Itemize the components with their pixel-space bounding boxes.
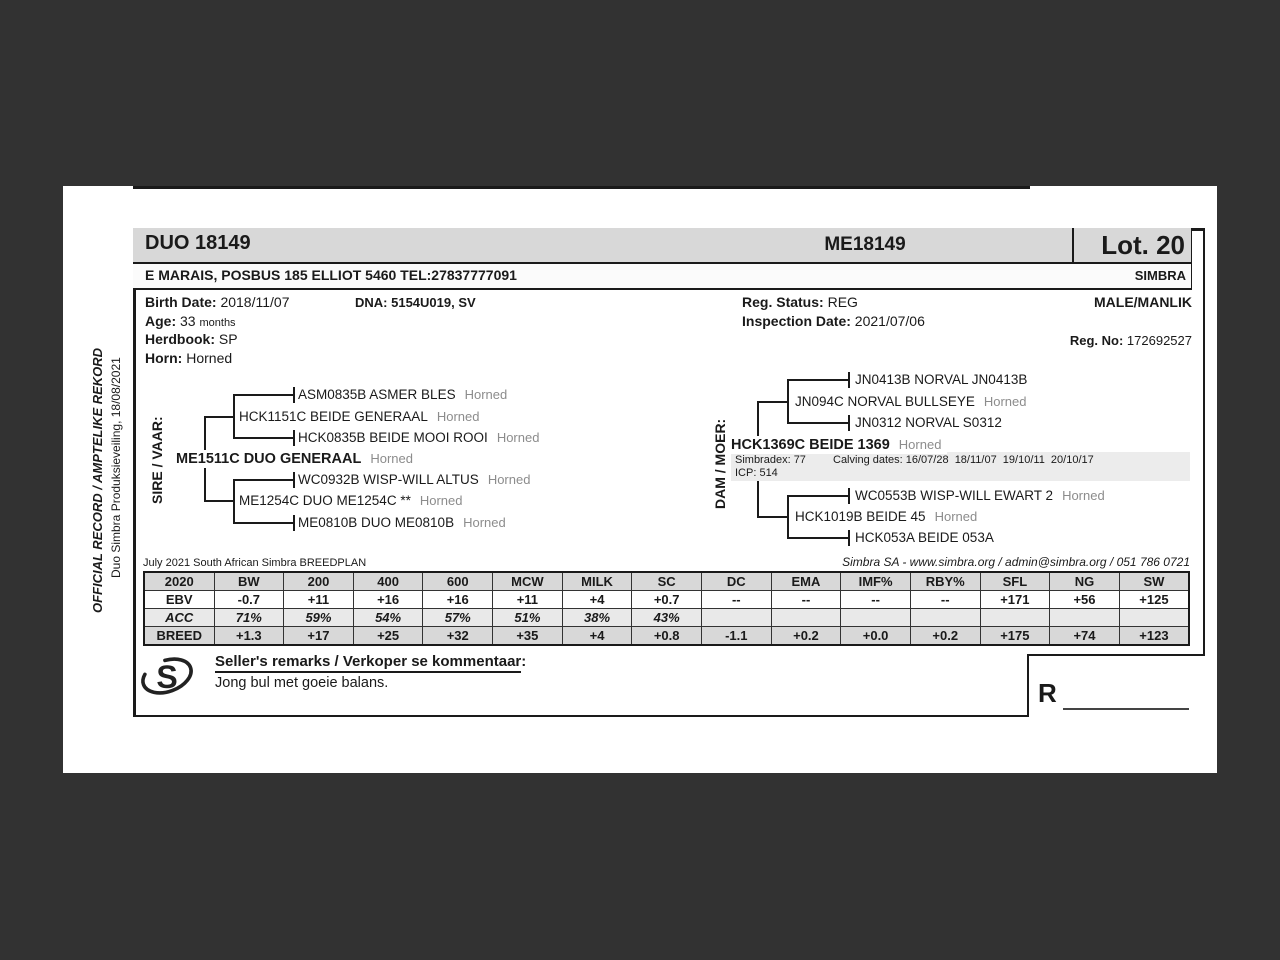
breedplan-cell: +1.3 bbox=[214, 627, 284, 646]
sire-parent-entry: HCK1151C BEIDE GENERAAL Horned bbox=[239, 409, 480, 424]
card-border-right bbox=[1203, 228, 1206, 656]
horn-value: Horned bbox=[186, 350, 233, 366]
breedplan-cell: 51% bbox=[493, 609, 563, 627]
breedplan-row-label: ACC bbox=[144, 609, 214, 627]
sire-tree-tick bbox=[293, 387, 295, 403]
dam-tree-line bbox=[787, 495, 789, 539]
breedplan-cell: +171 bbox=[980, 591, 1050, 609]
reg-no-label: Reg. No: bbox=[1069, 333, 1124, 348]
breedplan-cell: +32 bbox=[423, 627, 493, 646]
breedplan-cell: +16 bbox=[353, 591, 423, 609]
breedplan-cell: +25 bbox=[353, 627, 423, 646]
breedplan-cell: +35 bbox=[493, 627, 563, 646]
breedplan-cell: +74 bbox=[1050, 627, 1120, 646]
icp-value: ICP: 514 bbox=[735, 467, 778, 479]
breedplan-cell: +0.2 bbox=[771, 627, 841, 646]
sire-tree-line bbox=[204, 416, 233, 418]
dam-section-label: DAM / MOER: bbox=[712, 418, 728, 509]
breedplan-cell: 54% bbox=[353, 609, 423, 627]
reg-no-value: 172692527 bbox=[1126, 333, 1192, 348]
breedplan-row-label: BREED bbox=[144, 627, 214, 646]
breedplan-column-header: DC bbox=[701, 572, 771, 591]
birth-date-value: 2018/11/07 bbox=[220, 294, 290, 310]
breedplan-column-header: RBY% bbox=[910, 572, 980, 591]
card-border-left bbox=[133, 228, 136, 717]
card-notch-vertical bbox=[1027, 654, 1029, 717]
animal-name: DUO 18149 bbox=[145, 232, 251, 254]
card-border-bottom bbox=[133, 715, 1029, 718]
horn-status: Horned bbox=[983, 394, 1027, 409]
breedplan-column-header: 600 bbox=[423, 572, 493, 591]
birth-date-label: Birth Date: bbox=[145, 294, 217, 310]
sire-tree-line bbox=[204, 500, 233, 502]
seller-remarks-heading: Seller's remarks / Verkoper se kommentaar: bbox=[215, 653, 526, 670]
horn-status: Horned bbox=[934, 509, 978, 524]
breedplan-cell: +56 bbox=[1050, 591, 1120, 609]
breedplan-cell bbox=[771, 609, 841, 627]
breedplan-column-header: EMA bbox=[771, 572, 841, 591]
sire-section-label: SIRE / VAAR: bbox=[149, 416, 165, 504]
simbra-logo bbox=[137, 650, 199, 704]
breedplan-cell: 71% bbox=[214, 609, 284, 627]
dam-tree-tick bbox=[848, 488, 850, 504]
breedplan-cell: +125 bbox=[1119, 591, 1189, 609]
breedplan-cell: -- bbox=[771, 591, 841, 609]
horn-status: Horned bbox=[419, 493, 463, 508]
sex-label: MALE/MANLIK bbox=[1094, 294, 1192, 310]
header-right-edge-line bbox=[1191, 228, 1193, 289]
breedplan-column-header: SC bbox=[632, 572, 702, 591]
breedplan-cell: +0.2 bbox=[910, 627, 980, 646]
breedplan-column-header: IMF% bbox=[841, 572, 911, 591]
horn-status: Horned bbox=[898, 437, 942, 452]
header-bar bbox=[133, 228, 1192, 263]
sire-tree-line bbox=[233, 479, 235, 524]
breedplan-cell: +175 bbox=[980, 627, 1050, 646]
seller-remarks-text: Jong bul met goeie balans. bbox=[215, 675, 389, 691]
horn-status: Horned bbox=[487, 472, 531, 487]
sire-main-entry: ME1511C DUO GENERAAL Horned bbox=[176, 450, 419, 468]
breedplan-cell: -1.1 bbox=[701, 627, 771, 646]
dam-tree-line bbox=[787, 495, 849, 497]
dam-main-entry: HCK1369C BEIDE 1369 Horned bbox=[731, 436, 947, 454]
sire-tree-line bbox=[233, 394, 294, 396]
dam-tree-line bbox=[787, 537, 849, 539]
dam-tree-line bbox=[787, 379, 849, 381]
dam-grandparent-entry: JN0312 NORVAL S0312 bbox=[855, 415, 1002, 430]
dam-tree-line bbox=[787, 379, 789, 424]
breedplan-cell bbox=[841, 609, 911, 627]
breedplan-table bbox=[143, 571, 1190, 646]
inspection-date-value: 2021/07/06 bbox=[854, 313, 925, 329]
reg-status-label: Reg. Status: bbox=[742, 294, 824, 310]
simbra-contact-caption: Simbra SA - www.simbra.org / admin@simbra.org / 051 786 0721 bbox=[842, 555, 1190, 569]
reg-status-value: REG bbox=[827, 294, 858, 310]
breedplan-cell: +0.0 bbox=[841, 627, 911, 646]
sire-grandparent-entry: HCK0835B BEIDE MOOI ROOI Horned bbox=[298, 430, 540, 445]
breedplan-cell: +11 bbox=[493, 591, 563, 609]
breedplan-column-header: SFL bbox=[980, 572, 1050, 591]
sire-parent-entry: ME1254C DUO ME1254C ** Horned bbox=[239, 493, 463, 508]
sire-tree-line bbox=[233, 522, 294, 524]
animal-id: ME18149 bbox=[824, 234, 906, 255]
sire-grandparent-entry: ASM0835B ASMER BLES Horned bbox=[298, 387, 508, 402]
sire-tree-line bbox=[233, 394, 235, 439]
lot-number: Lot. 20 bbox=[1101, 230, 1185, 260]
official-record-side-label: OFFICIAL RECORD / AMPTELIKE REKORD bbox=[90, 347, 105, 613]
lot-divider-line bbox=[1072, 228, 1074, 262]
sale-name-side-label: Duo Simbra Produksieveiling, 18/08/2021 bbox=[109, 357, 123, 578]
breedplan-column-header: 400 bbox=[353, 572, 423, 591]
breedplan-cell: +123 bbox=[1119, 627, 1189, 646]
sire-grandparent-entry: ME0810B DUO ME0810B Horned bbox=[298, 515, 506, 530]
horn-status: Horned bbox=[370, 451, 413, 466]
age-unit: months bbox=[199, 317, 236, 329]
horn-status: Horned bbox=[463, 515, 506, 530]
breedplan-cell: +11 bbox=[284, 591, 354, 609]
breed-label: SIMBRA bbox=[1134, 268, 1186, 283]
breedplan-column-header: BW bbox=[214, 572, 284, 591]
breedplan-column-header: 2020 bbox=[144, 572, 214, 591]
logo-letter: S bbox=[156, 659, 178, 695]
inspection-date-label: Inspection Date: bbox=[742, 313, 851, 329]
breedplan-column-header: NG bbox=[1050, 572, 1120, 591]
dna-info: DNA: 5154U019, SV bbox=[355, 295, 476, 310]
breedplan-column-header: SW bbox=[1119, 572, 1189, 591]
horn-status: Horned bbox=[1062, 488, 1105, 503]
breedplan-column-header: MCW bbox=[493, 572, 563, 591]
breedplan-cell: -- bbox=[910, 591, 980, 609]
breedplan-column-header: 200 bbox=[284, 572, 354, 591]
breedplan-caption: July 2021 South African Simbra BREEDPLAN bbox=[143, 557, 367, 569]
simbradex-value: Simbradex: 77 bbox=[735, 454, 806, 466]
breedplan-cell: +4 bbox=[562, 627, 632, 646]
breedplan-row-label: EBV bbox=[144, 591, 214, 609]
dam-tree-tick bbox=[848, 415, 850, 431]
age-label: Age: bbox=[145, 313, 177, 329]
breedplan-cell: -- bbox=[841, 591, 911, 609]
breedplan-cell: 57% bbox=[423, 609, 493, 627]
calving-dates: Calving dates: 16/07/28 18/11/07 19/10/11 20/10/17 bbox=[833, 454, 1094, 466]
breedplan-cell bbox=[701, 609, 771, 627]
breedplan-cell: 59% bbox=[284, 609, 354, 627]
sire-grandparent-entry: WC0932B WISP-WILL ALTUS Horned bbox=[298, 472, 531, 487]
seller-separator-line bbox=[133, 288, 1192, 291]
dam-parent-entry: HCK1019B BEIDE 45 Horned bbox=[795, 509, 978, 524]
herdbook-label: Herdbook: bbox=[145, 331, 215, 347]
dam-tree-tick bbox=[848, 530, 850, 546]
dam-grandparent-entry: HCK053A BEIDE 053A bbox=[855, 530, 994, 545]
dam-tree-line bbox=[757, 516, 787, 518]
breedplan-cell: -0.7 bbox=[214, 591, 284, 609]
breedplan-cell bbox=[1050, 609, 1120, 627]
breedplan-cell: +4 bbox=[562, 591, 632, 609]
previous-card-edge-line bbox=[133, 186, 1030, 189]
horn-label: Horn: bbox=[145, 350, 183, 366]
sire-tree-tick bbox=[293, 515, 295, 531]
card-notch-horizontal bbox=[1027, 654, 1205, 656]
dam-tree-line bbox=[787, 422, 849, 424]
breedplan-cell: +0.8 bbox=[632, 627, 702, 646]
breedplan-cell bbox=[980, 609, 1050, 627]
horn-status: Horned bbox=[464, 387, 508, 402]
seller-contact-line: E MARAIS, POSBUS 185 ELLIOT 5460 TEL:27837777091 bbox=[145, 267, 517, 283]
breedplan-column-header: MILK bbox=[562, 572, 632, 591]
age-value: 33 bbox=[180, 313, 196, 329]
breedplan-cell bbox=[1119, 609, 1189, 627]
breedplan-cell: +16 bbox=[423, 591, 493, 609]
dam-tree-line bbox=[757, 401, 787, 403]
sire-tree-line bbox=[233, 437, 294, 439]
sire-tree-tick bbox=[293, 472, 295, 488]
dam-grandparent-entry: JN0413B NORVAL JN0413B bbox=[855, 372, 1028, 387]
breedplan-cell: +17 bbox=[284, 627, 354, 646]
document-page bbox=[63, 186, 1217, 773]
sire-tree-line bbox=[233, 479, 294, 481]
horn-status: Horned bbox=[496, 430, 540, 445]
dam-tree-tick bbox=[848, 372, 850, 388]
breedplan-cell: 38% bbox=[562, 609, 632, 627]
price-blank-line bbox=[1063, 708, 1189, 710]
herdbook-value: SP bbox=[218, 331, 238, 347]
header-separator-line bbox=[133, 262, 1192, 264]
dam-grandparent-entry: WC0553B WISP-WILL EWART 2 Horned bbox=[855, 488, 1105, 503]
horn-status: Horned bbox=[436, 409, 480, 424]
price-currency-label: R bbox=[1038, 678, 1057, 708]
dam-stats-strip bbox=[731, 452, 1190, 481]
sire-tree-tick bbox=[293, 430, 295, 446]
breedplan-cell: +0.7 bbox=[632, 591, 702, 609]
dam-parent-entry: JN094C NORVAL BULLSEYE Horned bbox=[795, 394, 1027, 409]
breedplan-cell: 43% bbox=[632, 609, 702, 627]
breedplan-cell: -- bbox=[701, 591, 771, 609]
breedplan-cell bbox=[910, 609, 980, 627]
